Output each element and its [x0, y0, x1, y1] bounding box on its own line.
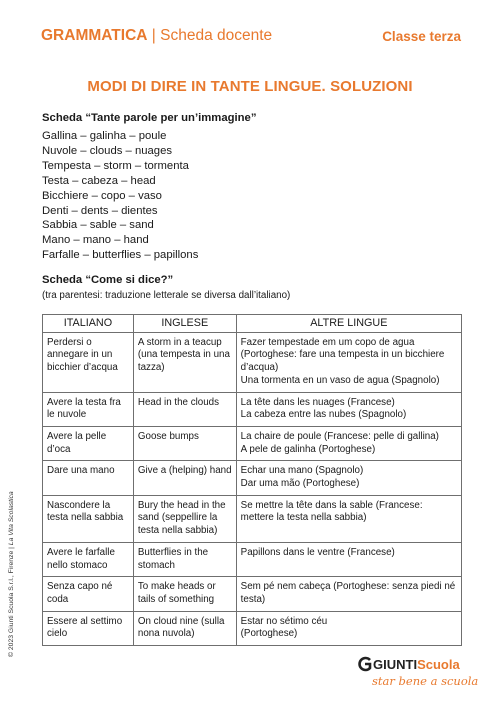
- cell-inglese: Give a (helping) hand: [133, 461, 236, 495]
- table-header-row: [43, 315, 462, 333]
- table-row: [43, 611, 462, 645]
- cell-line: Dar uma mão (Portoghese): [240, 478, 360, 490]
- section2-title: Scheda “Come si dice?”: [42, 274, 174, 286]
- word-list-item: Denti – dents – dientes: [42, 204, 158, 217]
- cell-inglese: Butterflies in the stomach: [133, 542, 236, 576]
- doc-type-label: Scheda docente: [160, 27, 273, 44]
- cell-italiano: Nascondere la testa nella sabbia: [43, 495, 134, 542]
- giunti-scuola-logo: [358, 656, 479, 696]
- table-row: [43, 392, 462, 426]
- cell-inglese: To make heads or tails of something: [133, 577, 236, 611]
- cell-line: Echar una mano (Spagnolo): [240, 465, 364, 477]
- header-separator: |: [151, 27, 156, 44]
- table-row: [43, 495, 462, 542]
- word-list-item: Sabbia – sable – sand: [42, 219, 154, 232]
- cell-inglese: Goose bumps: [133, 426, 236, 460]
- cell-italiano: Avere la testa fra le nuvole: [43, 392, 134, 426]
- header-left: [41, 27, 272, 45]
- cell-line: Sem pé nem cabeça (Portoghese: senza piedi né testa): [240, 581, 456, 605]
- cell-line: Estar no sétimo céu: [240, 615, 328, 627]
- copyright-note: [8, 491, 15, 657]
- logo-brand-main: GIUNTI: [373, 657, 418, 672]
- subject-label: GRAMMATICA: [41, 27, 148, 44]
- cell-italiano: Perdersi o annegare in un bicchier d’acqua: [43, 332, 134, 392]
- cell-italiano: Avere le farfalle nello stomaco: [43, 542, 134, 576]
- word-list: [42, 129, 198, 263]
- cell-inglese: Bury the head in the sand (seppellire la testa nella sabbia): [133, 495, 236, 542]
- section2-note: (tra parentesi: traduzione letterale se diversa dall’italiano): [42, 290, 291, 301]
- logo-tagline: star bene a scuola: [372, 674, 479, 688]
- cell-line: A pele de galinha (Portoghese): [240, 443, 376, 455]
- cell-altre-lingue: [236, 426, 461, 460]
- cell-line: La tête dans les nuages (Francese): [240, 396, 395, 408]
- cell-line: Una tormenta en un vaso de agua (Spagnolo): [240, 374, 440, 386]
- section1-title: Scheda “Tante parole per un’immagine”: [42, 112, 257, 124]
- table-row: [43, 332, 462, 392]
- table-row: [43, 577, 462, 611]
- cell-italiano: Senza capo né coda: [43, 577, 134, 611]
- cell-inglese: Head in the clouds: [133, 392, 236, 426]
- page-header: [41, 27, 461, 49]
- table-row: [43, 461, 462, 495]
- copyright-text: © 2023 Giunti Scuola S.r.l., Firenze |: [8, 547, 15, 657]
- cell-line: La chaire de poule (Francese: pelle di gallina): [240, 430, 439, 442]
- cell-italiano: Essere al settimo cielo: [43, 611, 134, 645]
- cell-altre-lingue: [236, 542, 461, 576]
- cell-inglese: A storm in a teacup (una tempesta in una tazza): [133, 332, 236, 392]
- col-header-italiano: ITALIANO: [43, 315, 134, 333]
- idioms-table: [42, 314, 462, 646]
- cell-altre-lingue: [236, 577, 461, 611]
- class-label: Classe terza: [382, 29, 461, 44]
- cell-line: La cabeza entre las nubes (Spagnolo): [240, 409, 407, 421]
- cell-altre-lingue: [236, 495, 461, 542]
- cell-altre-lingue: [236, 332, 461, 392]
- table-row: [43, 426, 462, 460]
- col-header-inglese: INGLESE: [133, 315, 236, 333]
- cell-italiano: Dare una mano: [43, 461, 134, 495]
- cell-inglese: On cloud nine (sulla nona nuvola): [133, 611, 236, 645]
- giunti-g-icon: [358, 656, 372, 672]
- word-list-item: Nuvole – clouds – nuages: [42, 144, 173, 157]
- word-list-item: Gallina – galinha – poule: [42, 130, 167, 142]
- magazine-name: La Vita Scolastica: [8, 491, 15, 546]
- cell-altre-lingue: [236, 611, 461, 645]
- logo-brand-accent: Scuola: [417, 657, 460, 672]
- cell-italiano: Avere la pelle d’oca: [43, 426, 134, 460]
- cell-line: (Portoghese): [240, 628, 298, 640]
- table-row: [43, 542, 462, 576]
- word-list-item: Testa – cabeza – head: [42, 174, 156, 187]
- word-list-item: Bicchiere – copo – vaso: [42, 189, 162, 202]
- cell-altre-lingue: [236, 392, 461, 426]
- cell-line: Fazer tempestade em um copo de agua (Portoghese: fare una tempesta in un bicchiere d’acqua): [240, 336, 445, 374]
- word-list-item: Mano – mano – hand: [42, 234, 149, 247]
- word-list-item: Farfalle – butterflies – papillons: [42, 249, 199, 262]
- page-title: MODI DI DIRE IN TANTE LINGUE. SOLUZIONI: [87, 78, 413, 95]
- cell-line: Papillons dans le ventre (Francese): [240, 546, 395, 558]
- col-header-altre-lingue: ALTRE LINGUE: [236, 315, 461, 333]
- cell-line: Se mettre la tête dans la sable (Francese: mettere la testa nella sabbia): [240, 499, 423, 524]
- cell-altre-lingue: [236, 461, 461, 495]
- word-list-item: Tempesta – storm – tormenta: [42, 159, 189, 172]
- logo-brand: [373, 657, 460, 672]
